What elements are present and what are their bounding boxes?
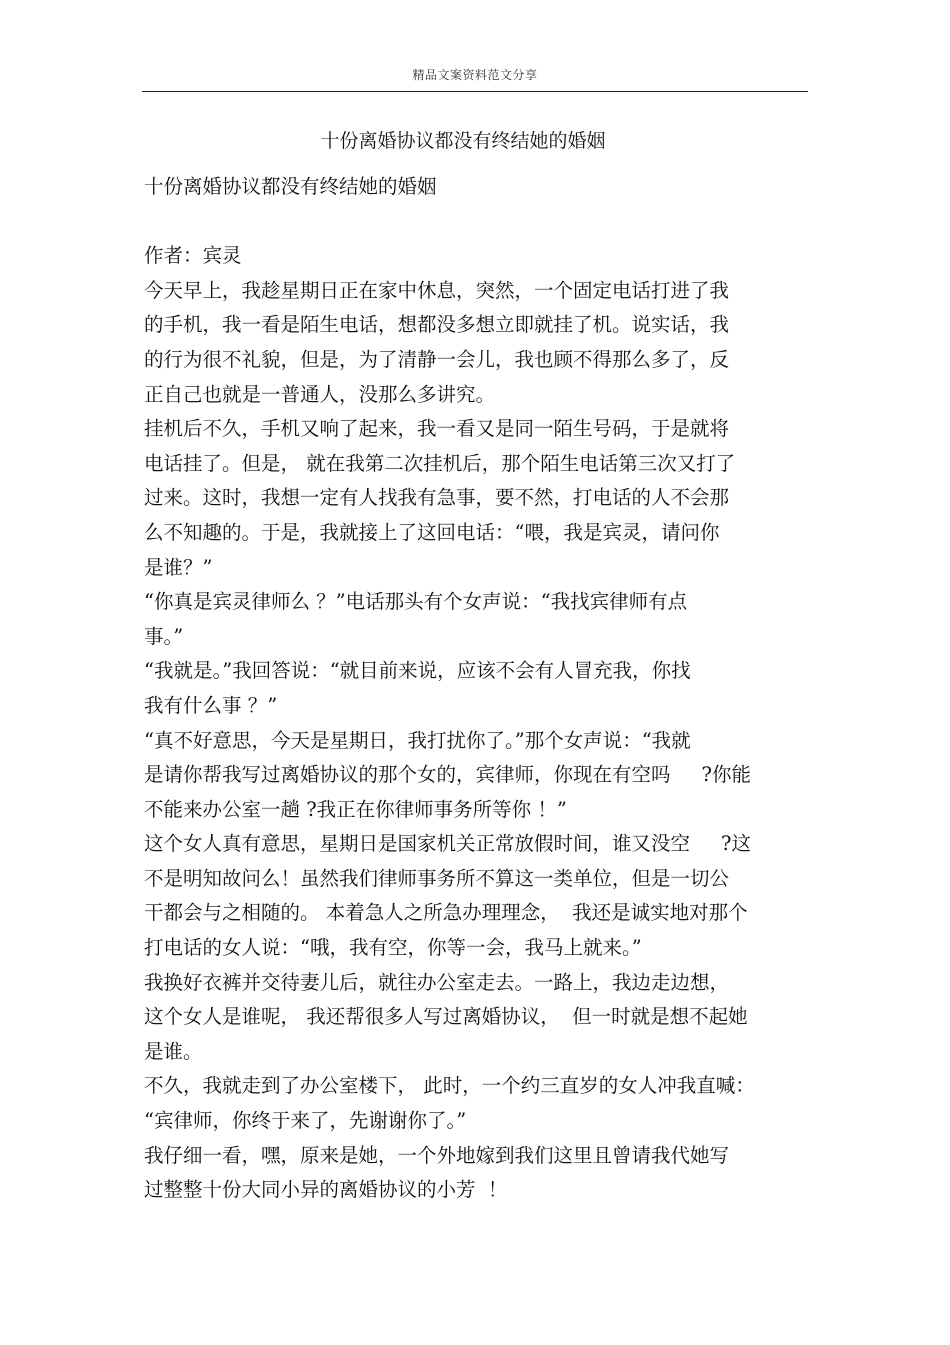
text-line: 的手机，我一看是陌生电话，想都没多想立即就挂了机。说实话，我 bbox=[144, 313, 730, 337]
text-line: 是谁。 bbox=[144, 1039, 203, 1063]
text-line: 过来。这时，我想一定有人找我有急事，要不然，打电话的人不会那 bbox=[144, 486, 730, 510]
page-header: 精品文案资料范文分享 bbox=[412, 68, 538, 82]
text-line: 事。” bbox=[144, 624, 184, 648]
text-line: 这个女人是谁呢， 我还帮很多人写过离婚协议， 但一时就是想不起她 bbox=[144, 1005, 748, 1029]
text-line: 干都会与之相随的。 本着急人之所急办理理念， 我还是诚实地对那个 bbox=[144, 901, 748, 925]
text-line: 过整整十份大同小异的离婚协议的小芳 ！ bbox=[144, 1178, 508, 1202]
text-line: 不是明知故问么！虽然我们律师事务所不算这一类单位，但是一切公 bbox=[144, 866, 730, 890]
document-subtitle: 十份离婚协议都没有终结她的婚姻 bbox=[144, 175, 437, 198]
text-line: 这个女人真有意思，星期日是国家机关正常放假时间，谁又没空 ?这 bbox=[144, 832, 751, 856]
text-line: 不久，我就走到了办公室楼下， 此时，一个约三直岁的女人冲我直喊： bbox=[144, 1074, 755, 1098]
text-line: 作者：宾灵 bbox=[144, 244, 242, 268]
text-line: 的行为很不礼貌，但是，为了清静一会儿，我也顾不得那么多了，反 bbox=[144, 347, 730, 371]
text-line: “我就是。”我回答说：“就目前来说，应该不会有人冒充我，你找 bbox=[144, 659, 691, 683]
document-title: 十份离婚协议都没有终结她的婚姻 bbox=[320, 130, 606, 152]
text-line: 不能来办公室一趟 ?我正在你律师事务所等你 ！” bbox=[144, 797, 567, 821]
header-divider bbox=[142, 91, 808, 92]
text-line: 正自己也就是一普通人，没那么多讲究。 bbox=[144, 382, 496, 406]
document-body bbox=[144, 172, 804, 1210]
text-line: 是请你帮我写过离婚协议的那个女的，宾律师，你现在有空吗 ?你能 bbox=[144, 763, 751, 787]
text-line: “你真是宾灵律师么 ？”电话那头有个女声说：“我找宾律师有点 bbox=[144, 590, 688, 614]
text-line: 今天早上，我趁星期日正在家中休息，突然，一个固定电话打进了我 bbox=[144, 278, 730, 302]
text-line: 我仔细一看，嘿，原来是她，一个外地嫁到我们这里且曾请我代她写 bbox=[144, 1143, 730, 1167]
text-line: 我有什么事 ？” bbox=[144, 693, 278, 717]
text-line: “真不好意思，今天是星期日，我打扰你了。”那个女声说：“我就 bbox=[144, 728, 691, 752]
text-line: 打电话的女人说：“哦，我有空，你等一会，我马上就来。” bbox=[144, 936, 642, 960]
text-line: 电话挂了。但是， 就在我第二次挂机后，那个陌生电话第三次又打了 bbox=[144, 451, 736, 475]
text-line: 是谁？” bbox=[144, 555, 213, 579]
text-line: “宾律师，你终于来了，先谢谢你了。” bbox=[144, 1109, 467, 1133]
blank-line bbox=[144, 207, 804, 242]
text-line: 挂机后不久，手机又响了起来，我一看又是同一陌生号码，于是就将 bbox=[144, 417, 730, 441]
text-line: 我换好衣裤并交待妻儿后，就往办公室走去。一路上，我边走边想， bbox=[144, 970, 730, 994]
text-line: 么不知趣的。于是，我就接上了这回电话：“喂，我是宾灵，请问你 bbox=[144, 520, 720, 544]
